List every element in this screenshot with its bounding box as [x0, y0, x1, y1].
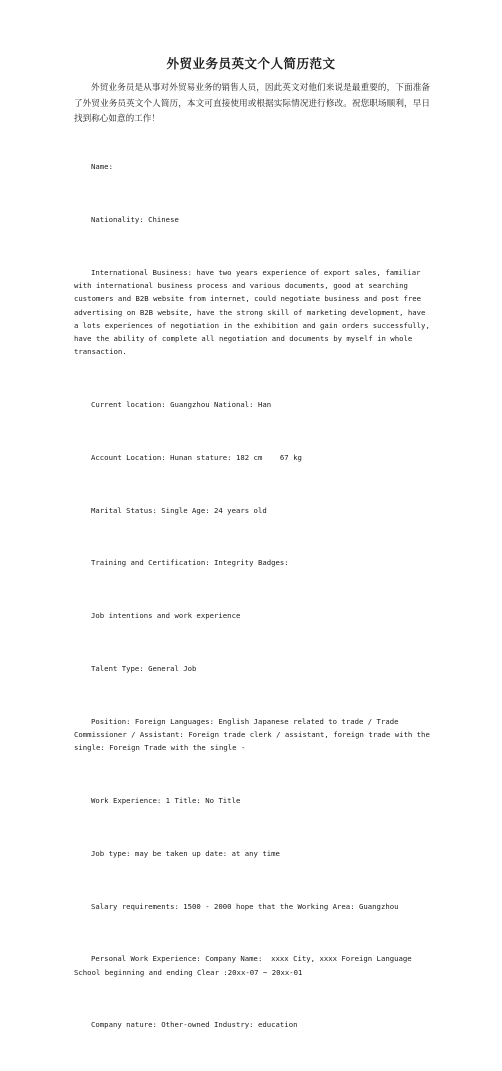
field-job-type: Job type: may be taken up date: at any time: [91, 848, 280, 858]
field-marital-status: Marital Status: Single Age: 24 years old: [91, 505, 267, 515]
field-position: Position: Foreign Languages: English Japanese related to trade / Trade Commissioner / Assistant: Foreign trade clerk / assistant, foreign trade with the single: Foreign Trade with the single -: [74, 716, 435, 753]
intro-paragraph: 外贸业务员是从事对外贸易业务的销售人员，因此英文对他们来说是最重要的，下面准备了外贸业务员英文个人简历，本文可直接使用或根据实际情况进行修改。祝您职场顺利，早日找到称心如意的工作！: [74, 83, 430, 124]
field-current-location: Current location: Guangzhou National: Han: [91, 400, 272, 410]
field-talent-type: Talent Type: General Job: [91, 664, 197, 673]
field-nationality: Nationality: Chinese: [91, 215, 179, 225]
section-job-intentions: Job intentions and work experience: [91, 611, 241, 621]
international-business-paragraph: International Business: have two years experience of export sales, familiar with international business process and various documents, good at searching customers and B2B website from internet, could negotiate business and post free advertising on B2B website, have the strong skill of marketing development, have a lots experiences of negotiation in the exhibition and gain orders successfully, have the ability of complete all negotiation and documents by myself in whole transaction.: [74, 268, 435, 357]
document-title: 外贸业务员英文个人简历范文: [166, 56, 336, 71]
field-name: Name:: [91, 162, 113, 172]
field-account-location: Account Location: Hunan stature: 182 cm 67 kg: [91, 452, 302, 462]
resume-body: [74, 134, 435, 1071]
field-salary: Salary requirements: 1500 - 2000 hope that the Working Area: Guangzhou: [91, 901, 399, 911]
field-training: Training and Certification: Integrity Badges:: [91, 558, 289, 568]
field-work-experience: Work Experience: 1 Title: No Title: [91, 796, 241, 805]
field-personal-work-experience: Personal Work Experience: Company Name: xxxx City, xxxx Foreign Language School beginning and ending Clear :20xx-07 ~ 20xx-01: [74, 954, 417, 977]
field-company-nature: Company nature: Other-owned Industry: education: [91, 1020, 298, 1030]
